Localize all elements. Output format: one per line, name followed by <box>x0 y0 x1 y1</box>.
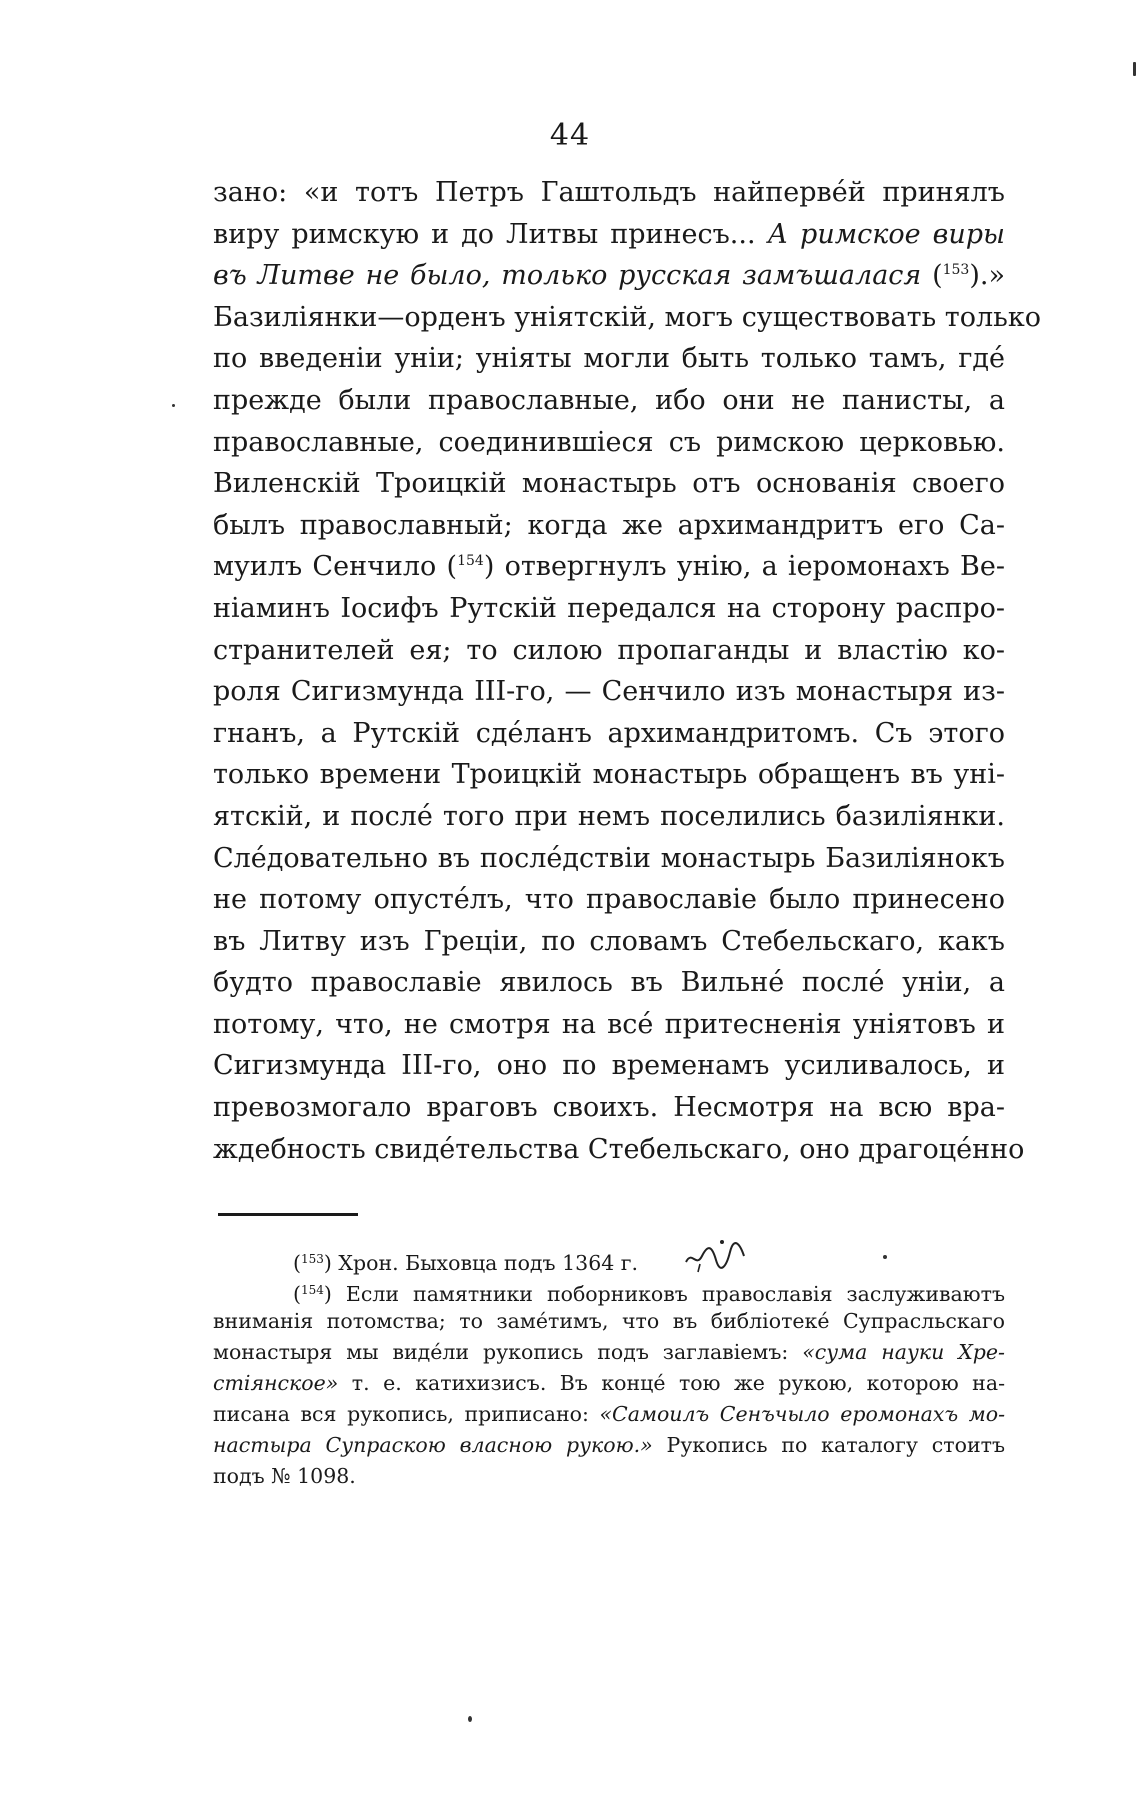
text-run: не потому опусте́лъ, что православіе было принесено <box>213 884 1005 916</box>
footnote-number: 153 <box>301 1252 324 1266</box>
text-run: прежде были православные, ибо они не панисты, а <box>213 384 1005 416</box>
italic-run: настыра Супраскою власною рукою.» <box>213 1433 653 1457</box>
text-line <box>213 879 1005 921</box>
text-run: т. е. катихизисъ. Въ конце́ тою же рукою, которою на- <box>338 1371 1005 1395</box>
text-run: Сле́довательно въ после́дствіи монастырь Базиліянокъ <box>213 842 1005 874</box>
text-line <box>213 921 1005 963</box>
text-run: гнанъ, а Рутскій сде́ланъ архимандритомъ. Съ этого <box>213 717 1005 749</box>
ink-speck <box>172 404 175 407</box>
text-line <box>213 422 1005 464</box>
text-line <box>213 630 1005 672</box>
paren: ) <box>969 260 980 292</box>
text-run: Виленскій Троицкій монастырь отъ основанія своего <box>213 468 1005 500</box>
text-run: ) отвергнулъ унію, а іеромонахъ Ве- <box>483 551 1005 583</box>
footnote-line <box>213 1306 1005 1337</box>
italic-run: «сума науки Хре- <box>802 1340 1005 1364</box>
italic-run: стіянское» <box>213 1371 339 1395</box>
text-run: былъ православный; когда же архимандритъ его Са- <box>213 509 1005 541</box>
text-run: подъ № 1098. <box>213 1464 356 1488</box>
footnote-ref: 153 <box>942 262 970 279</box>
text-run: ятскій, и после́ того при немъ поселились базиліянки. <box>213 800 1005 832</box>
text-line <box>213 1045 1005 1087</box>
footnote-line <box>213 1399 1005 1430</box>
text-run: ) Если памятники поборниковъ православія заслуживаютъ <box>323 1282 1005 1306</box>
italic-run: А римское виры <box>767 218 1006 250</box>
text-run: только времени Троицкій монастырь обращенъ въ уні- <box>213 759 1005 791</box>
text-run: странителей ея; то силою пропаганды и властію ко- <box>213 634 1005 666</box>
text-run: въ Литву изъ Греціи, по словамъ Стебельскаго, какъ <box>213 925 1005 957</box>
text-run: писана вся рукопись, приписано: <box>213 1402 600 1426</box>
text-run: вниманія потомства; то заме́тимъ, что въ библіотеке́ Супрасльскаго <box>213 1309 1005 1333</box>
text-run: превозмогало враговъ своихъ. Несмотря на всю вра- <box>213 1092 1005 1124</box>
text-run: монастыря мы виде́ли рукопись подъ заглавіемъ: <box>213 1340 803 1364</box>
text-run: зано: «и тотъ Петръ Гаштольдъ найперве́й принялъ <box>213 177 1005 208</box>
footnote-line <box>213 1461 1005 1492</box>
page-number: 44 <box>549 118 591 153</box>
text-line <box>213 546 1005 588</box>
text-line <box>213 1087 1005 1129</box>
text-run: будто православіе явилось въ Вильне́ после́ уніи, а <box>213 967 1005 999</box>
text-run: по введеніи уніи; уніяты могли быть только тамъ, где́ <box>213 343 1005 375</box>
text-line <box>213 338 1005 380</box>
text-run: Рукопись по каталогу стоитъ <box>652 1433 1005 1457</box>
italic-run: въ Литве не было, только русская замъшалася <box>213 260 922 292</box>
footnote-line <box>213 1337 1005 1368</box>
text-line <box>213 754 1005 796</box>
text-line <box>213 838 1005 880</box>
text-line <box>213 172 1005 214</box>
text-run: потому, что, не смотря на все́ притесненія уніятовъ и <box>213 1008 1005 1040</box>
text-line <box>213 962 1005 1004</box>
handwritten-mark <box>682 1238 752 1274</box>
footnote-line <box>213 1244 1005 1275</box>
text-line <box>213 588 1005 630</box>
footnote-line <box>213 1275 1005 1306</box>
ink-speck <box>468 1716 472 1722</box>
text-line <box>213 463 1005 505</box>
paren: ( <box>293 1251 301 1275</box>
text-line <box>213 255 1005 297</box>
paren: ( <box>921 260 943 292</box>
text-run: ) Хрон. Быховца подъ 1364 г. <box>323 1251 639 1275</box>
ink-speck <box>1133 62 1136 76</box>
ink-speck <box>883 1255 887 1259</box>
text-run: муилъ Сенчило ( <box>213 551 458 583</box>
footnotes <box>213 1244 1005 1492</box>
italic-run: «Самоилъ Сенъчыло еромонахъ мо- <box>599 1402 1005 1426</box>
text-run: роля Сигизмунда III-го, — Сенчило изъ монастыря из- <box>213 676 1005 708</box>
text-line <box>213 796 1005 838</box>
text-run: ніаминъ Іосифъ Рутскій передался на сторону распро- <box>213 592 1005 624</box>
text-line <box>213 297 1041 339</box>
footnote-line <box>213 1430 1005 1461</box>
text-line <box>213 713 1005 755</box>
footnote-divider <box>218 1213 358 1216</box>
main-text <box>213 172 1041 1170</box>
text-line <box>213 1004 1005 1046</box>
text-run: православные, соединившіеся съ римскою церковью. <box>213 426 1005 458</box>
text-line <box>213 505 1005 547</box>
text-line <box>213 671 1005 713</box>
text-run: ждебность свиде́тельства Стебельскаго, оно драгоце́нно <box>213 1133 1025 1165</box>
paren: ( <box>293 1282 301 1306</box>
text-line <box>213 1129 1025 1171</box>
text-line <box>213 380 1005 422</box>
text-run: Сигизмунда III-го, оно по временамъ усиливалось, и <box>213 1050 1005 1082</box>
text-run: Базиліянки—орденъ уніятскій, могъ существовать только <box>213 301 1041 333</box>
footnote-ref: 154 <box>457 553 484 570</box>
text-run: .» <box>979 260 1005 292</box>
footnote-number: 154 <box>301 1283 324 1297</box>
text-run: виру римскую и до Литвы принесъ... <box>213 218 768 250</box>
footnote-line <box>213 1368 1005 1399</box>
text-line <box>213 214 1005 256</box>
